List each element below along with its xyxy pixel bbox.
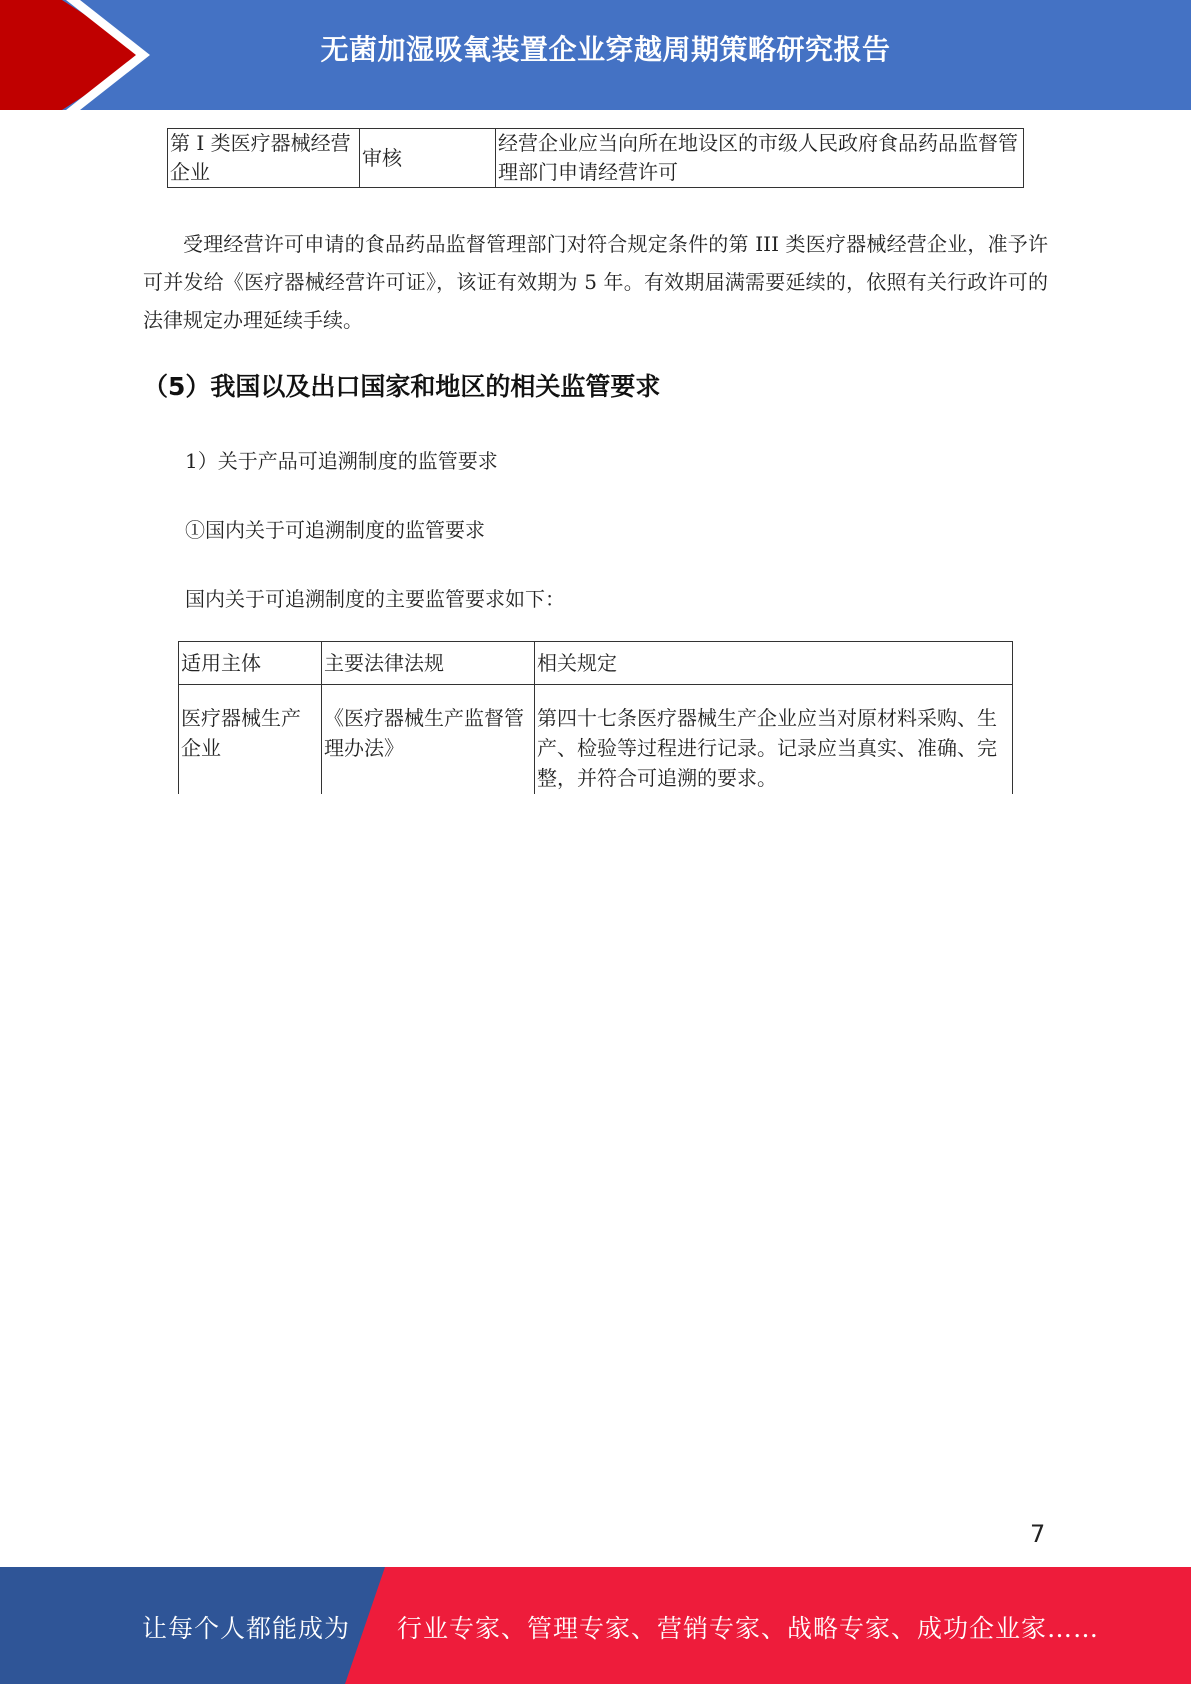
page-footer [0, 1567, 1191, 1684]
table-cell-entity: 第 I 类医疗器械经营企业 [168, 129, 360, 188]
page-number: 7 [1030, 1520, 1046, 1548]
table-cell-law: 《医疗器械生产监督管理办法》 [322, 685, 535, 795]
traceability-table-wrapper [178, 641, 1013, 794]
table-row [168, 129, 1024, 188]
body-paragraph: 受理经营许可申请的食品药品监督管理部门对符合规定条件的第 III 类医疗器械经营企业，准予许可并发给《医疗器械经营许可证》，该证有效期为 5 年。有效期届满需要延续的，依照有关行政许可的法律规定办理延续手续。 [143, 232, 1048, 332]
table-header-law: 主要法律法规 [322, 642, 535, 685]
traceability-table [178, 641, 1013, 794]
section-heading: （5）我国以及出口国家和地区的相关监管要求 [143, 372, 661, 401]
license-table [167, 128, 1024, 188]
footer-slogan-left: 让每个人都能成为 [142, 1614, 351, 1643]
page-header [0, 0, 1191, 110]
sub-heading-domestic: ①国内关于可追溯制度的监管要求 [185, 518, 485, 542]
table-cell-entity: 医疗器械生产企业 [179, 685, 322, 795]
table-cell-rule: 第四十七条医疗器械生产企业应当对原材料采购、生产、检验等过程进行记录。记录应当真实、准确、完整，并符合可追溯的要求。 [535, 685, 1013, 795]
table-cell-approach: 审核 [360, 129, 496, 188]
table-header-entity: 适用主体 [179, 642, 322, 685]
report-title: 无菌加湿吸氧装置企业穿越周期策略研究报告 [320, 33, 891, 66]
intro-line: 国内关于可追溯制度的主要监管要求如下： [185, 587, 565, 611]
table-header-rule: 相关规定 [535, 642, 1013, 685]
table-cell-requirement: 经营企业应当向所在地设区的市级人民政府食品药品监督管理部门申请经营许可 [496, 129, 1024, 188]
table-row [179, 685, 1013, 795]
sub-heading-traceability: 1）关于产品可追溯制度的监管要求 [185, 449, 498, 473]
footer-slogan-right: 行业专家、管理专家、营销专家、战略专家、成功企业家…… [397, 1614, 1100, 1643]
table-header-row [179, 642, 1013, 685]
